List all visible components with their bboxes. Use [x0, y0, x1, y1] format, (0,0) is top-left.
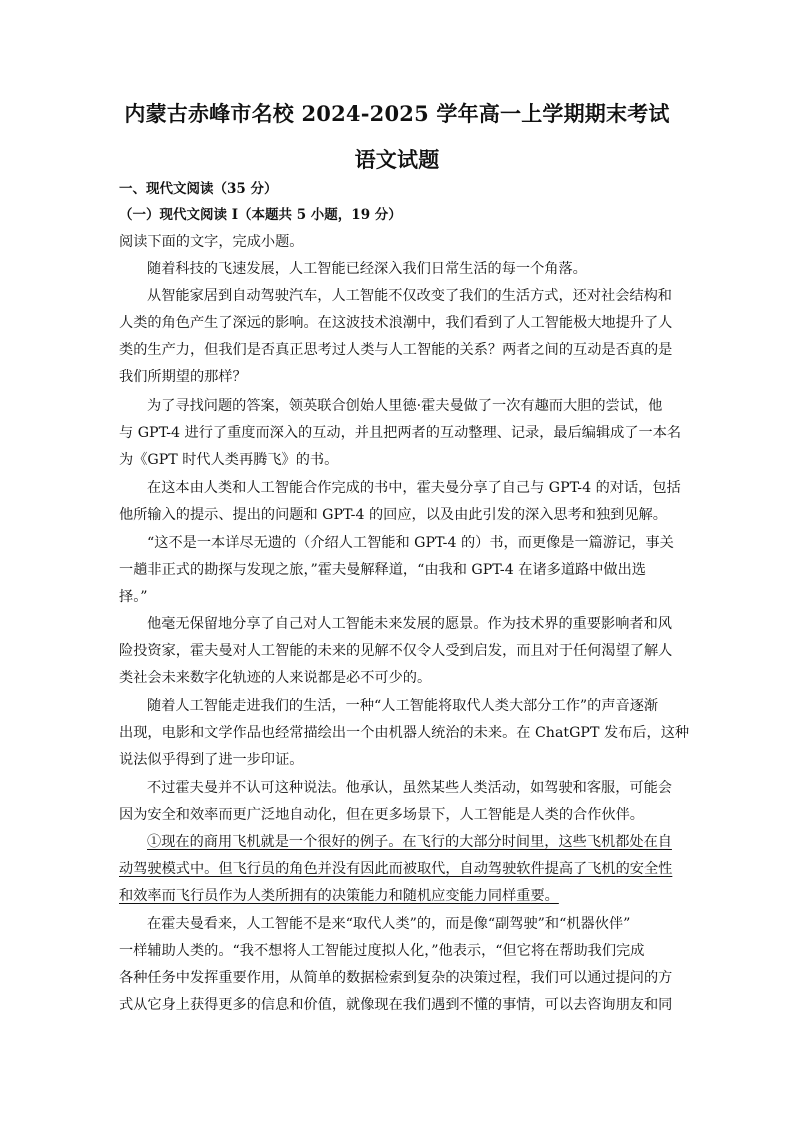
underlined-line: ①现在的商用飞机就是一个很好的例子。在飞行的大部分时间里，这些飞机都处在自: [147, 834, 672, 850]
paragraph-line: 随着人工智能走进我们的生活，一种“人工智能将取代人类大部分工作”的声音逐渐: [147, 698, 659, 714]
paragraph-line: 各种任务中发挥重要作用，从简单的数据检索到复杂的决策过程，我们可以通过提问的方: [119, 970, 673, 986]
paragraph-line: 式从它身上获得更多的信息和价值，就像现在我们遇到不懂的事情，可以去咨询朋友和同: [119, 997, 673, 1013]
paragraph-line: 从智能家居到自动驾驶汽车，人工智能不仅改变了我们的生活方式，还对社会结构和: [147, 288, 672, 304]
exam-title: 内蒙古赤峰市名校 2024-2025 学年高一上学期期末考试: [124, 101, 670, 126]
paragraph-line: 为了寻找问题的答案，领英联合创始人里德·霍夫曼做了一次有趣而大胆的尝试，他: [147, 398, 663, 414]
paragraph-line: 择。”: [119, 589, 148, 605]
paragraph-line: 与 GPT-4 进行了重度而深入的互动，并且把两者的互动整理、记录，最后编辑成了一本名: [119, 425, 682, 441]
paragraph-line: 一趟非正式的勘探与发现之旅，”霍夫曼解释道，“由我和 GPT-4 在诸多道路中做出选: [119, 562, 646, 578]
section-heading: 一、现代文阅读（35 分）: [119, 181, 278, 197]
underlined-line: 和效率而飞行员作为人类所拥有的决策能力和随机应变能力同样重要。: [119, 888, 559, 904]
paragraph-line: 在霍夫曼看来，人工智能不是来“取代人类”的，而是像“副驾驶”和“机器伙伴”: [147, 916, 631, 932]
paragraph-line: 为《GPT 时代人类再腾飞》的书。: [119, 452, 339, 468]
instruction-text: 阅读下面的文字，完成小题。: [119, 234, 304, 250]
paragraph-line: 随着科技的飞速发展，人工智能已经深入我们日常生活的每一个角落。: [147, 261, 587, 277]
paragraph-line: 我们所期望的那样？: [119, 369, 247, 385]
paragraph-line: 类社会未来数字化轨迹的人来说都是必不可少的。: [119, 670, 432, 686]
paragraph-line: 类的生产力，但我们是否真正思考过人类与人工智能的关系？两者之间的互动是否真的是: [119, 342, 673, 358]
paragraph-line: 不过霍夫曼并不认可这种说法。他承认，虽然某些人类活动，如驾驶和客服，可能会: [147, 780, 672, 796]
underlined-line: 动驾驶模式中。但飞行员的角色并没有因此而被取代，自动驾驶软件提高了飞机的安全性: [119, 861, 673, 877]
paragraph-line: 一样辅助人类的。“我不想将人工智能过度拟人化，”他表示，“但它将在帮助我们完成: [119, 943, 645, 959]
paragraph-line: 他所输入的提示、提出的问题和 GPT-4 的回应，以及由此引发的深入思考和独到见解。: [119, 507, 667, 523]
exam-subtitle: 语文试题: [354, 147, 440, 172]
paragraph-line: 说法似乎得到了进一步印证。: [119, 752, 304, 768]
part-heading: （一）现代文阅读 I（本题共 5 小题，19 分）: [119, 207, 402, 223]
paragraph-line: 险投资家，霍夫曼对人工智能的未来的见解不仅令人受到启发，而且对于任何渴望了解人: [119, 643, 673, 659]
paragraph-line: 他毫无保留地分享了自己对人工智能未来发展的愿景。作为技术界的重要影响者和风: [147, 616, 672, 632]
paragraph-line: “这不是一本详尽无遗的（介绍人工智能和 GPT-4 的）书，而更像是一篇游记，事关: [147, 535, 674, 551]
paragraph-line: 人类的角色产生了深远的影响。在这波技术浪潮中，我们看到了人工智能极大地提升了人: [119, 315, 673, 331]
paragraph-line: 出现，电影和文学作品也经常描绘出一个由机器人统治的未来。在 ChatGPT 发布后，这种: [119, 725, 690, 741]
paragraph-line: 在这本由人类和人工智能合作完成的书中，霍夫曼分享了自己与 GPT-4 的对话，包括: [147, 480, 681, 496]
paragraph-line: 因为安全和效率而更广泛地自动化，但在更多场景下，人工智能是人类的合作伙伴。: [119, 807, 644, 823]
